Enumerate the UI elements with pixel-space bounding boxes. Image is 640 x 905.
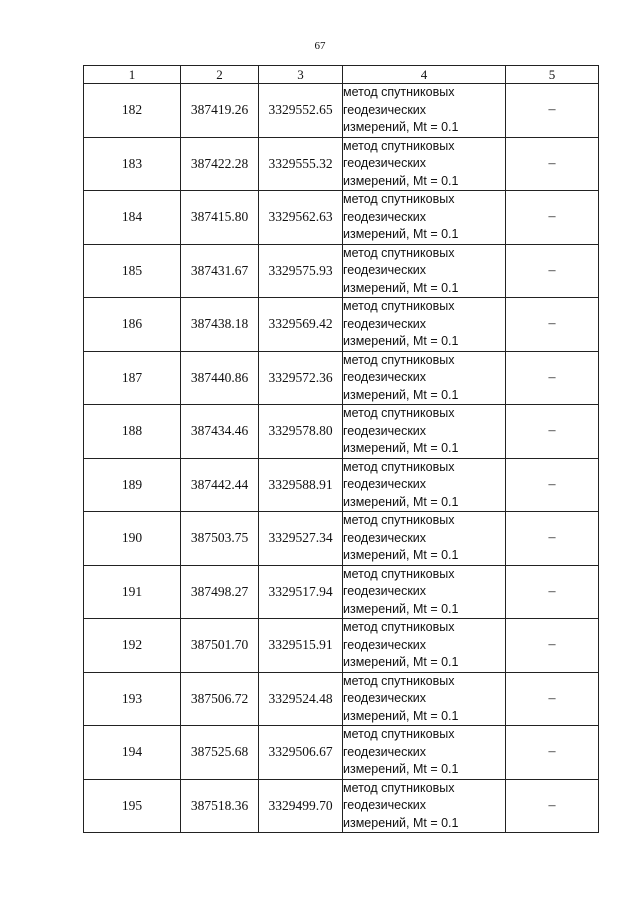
column-5-cell: –	[506, 512, 599, 566]
table-row	[84, 137, 599, 191]
method-text-line: измерений, Mt = 0.1	[343, 762, 459, 776]
method-cell	[343, 619, 506, 673]
method-text-line: метод спутниковых	[343, 138, 455, 153]
column-5-cell: –	[506, 726, 599, 780]
method-text-line: геодезических	[343, 316, 427, 331]
method-text-line: геодезических	[343, 637, 427, 652]
table-row	[84, 619, 599, 673]
column-5-cell: –	[506, 619, 599, 673]
table-body	[84, 84, 599, 833]
y-coordinate-cell: 3329572.36	[259, 351, 343, 405]
y-coordinate-cell: 3329506.67	[259, 726, 343, 780]
table-row	[84, 405, 599, 459]
y-coordinate-cell: 3329515.91	[259, 619, 343, 673]
y-coordinate-cell: 3329552.65	[259, 84, 343, 138]
x-coordinate-cell: 387415.80	[181, 191, 259, 245]
x-coordinate-cell: 387518.36	[181, 779, 259, 833]
table-row	[84, 512, 599, 566]
table-row	[84, 672, 599, 726]
column-header-2: 2	[181, 66, 259, 84]
method-text-line: метод спутниковых	[343, 85, 455, 99]
method-text-line: измерений, Mt = 0.1	[343, 655, 459, 669]
method-text-line: измерений, Mt = 0.1	[343, 227, 459, 241]
column-5-cell: –	[506, 137, 599, 191]
x-coordinate-cell: 387498.27	[181, 565, 259, 619]
point-number-cell: 189	[84, 458, 181, 512]
method-text-line: геодезических	[343, 691, 427, 705]
method-cell	[343, 191, 506, 245]
column-5-cell: –	[506, 84, 599, 138]
x-coordinate-cell: 387438.18	[181, 298, 259, 352]
column-5-cell: –	[506, 458, 599, 512]
point-number-cell: 183	[84, 137, 181, 191]
point-number-cell: 182	[84, 84, 181, 138]
method-text-line: измерений, Mt = 0.1	[343, 815, 459, 830]
method-cell	[343, 351, 506, 405]
method-cell	[343, 779, 506, 833]
table-row	[84, 565, 599, 619]
method-text-line: геодезических	[343, 477, 427, 491]
table-row	[84, 351, 599, 405]
method-text-line: метод спутниковых	[343, 513, 455, 527]
point-number-cell: 186	[84, 298, 181, 352]
y-coordinate-cell: 3329578.80	[259, 405, 343, 459]
method-text-line: метод спутниковых	[343, 406, 455, 420]
method-text-line: геодезических	[343, 530, 427, 545]
method-text-line: измерений, Mt = 0.1	[343, 334, 459, 348]
x-coordinate-cell: 387525.68	[181, 726, 259, 780]
table-row	[84, 458, 599, 512]
method-text-line: измерений, Mt = 0.1	[343, 494, 459, 509]
method-text-line: метод спутниковых	[343, 245, 455, 260]
point-number-cell: 184	[84, 191, 181, 245]
y-coordinate-cell: 3329527.34	[259, 512, 343, 566]
method-cell	[343, 405, 506, 459]
method-text-line: метод спутниковых	[343, 620, 455, 634]
column-header-1: 1	[84, 66, 181, 84]
x-coordinate-cell: 387506.72	[181, 672, 259, 726]
point-number-cell: 190	[84, 512, 181, 566]
column-5-cell: –	[506, 298, 599, 352]
method-text-line: метод спутниковых	[343, 192, 455, 206]
method-cell	[343, 244, 506, 298]
point-number-cell: 194	[84, 726, 181, 780]
x-coordinate-cell: 387434.46	[181, 405, 259, 459]
x-coordinate-cell: 387501.70	[181, 619, 259, 673]
y-coordinate-cell: 3329588.91	[259, 458, 343, 512]
column-5-cell: –	[506, 672, 599, 726]
method-text-line: геодезических	[343, 798, 427, 812]
column-5-cell: –	[506, 191, 599, 245]
method-text-line: метод спутниковых	[343, 352, 455, 367]
column-5-cell: –	[506, 405, 599, 459]
method-text-line: геодезических	[343, 156, 427, 170]
column-header-5: 5	[506, 66, 599, 84]
method-cell	[343, 672, 506, 726]
y-coordinate-cell: 3329569.42	[259, 298, 343, 352]
method-cell	[343, 512, 506, 566]
y-coordinate-cell: 3329517.94	[259, 565, 343, 619]
x-coordinate-cell: 387422.28	[181, 137, 259, 191]
method-text-line: метод спутниковых	[343, 780, 455, 795]
method-text-line: метод спутниковых	[343, 727, 455, 741]
point-number-cell: 195	[84, 779, 181, 833]
method-text-line: метод спутниковых	[343, 566, 455, 581]
column-5-cell: –	[506, 351, 599, 405]
x-coordinate-cell: 387431.67	[181, 244, 259, 298]
page-number: 67	[314, 40, 326, 52]
table-row	[84, 84, 599, 138]
method-text-line: геодезических	[343, 584, 427, 598]
method-text-line: геодезических	[343, 209, 427, 224]
point-number-cell: 185	[84, 244, 181, 298]
method-cell	[343, 137, 506, 191]
column-5-cell: –	[506, 779, 599, 833]
method-text-line: измерений, Mt = 0.1	[343, 387, 459, 402]
x-coordinate-cell: 387442.44	[181, 458, 259, 512]
method-text-line: геодезических	[343, 370, 427, 384]
table-row	[84, 191, 599, 245]
method-text-line: метод спутниковых	[343, 673, 455, 688]
point-number-cell: 187	[84, 351, 181, 405]
table-row	[84, 244, 599, 298]
coordinates-table	[83, 65, 599, 833]
point-number-cell: 191	[84, 565, 181, 619]
table-row	[84, 726, 599, 780]
x-coordinate-cell: 387419.26	[181, 84, 259, 138]
method-text-line: измерений, Mt = 0.1	[343, 601, 459, 616]
y-coordinate-cell: 3329575.93	[259, 244, 343, 298]
method-text-line: геодезических	[343, 263, 427, 277]
method-text-line: геодезических	[343, 744, 427, 759]
method-text-line: измерений, Mt = 0.1	[343, 173, 459, 188]
method-text-line: измерений, Mt = 0.1	[343, 708, 459, 723]
method-text-line: метод спутниковых	[343, 459, 455, 474]
method-cell	[343, 458, 506, 512]
table-row	[84, 779, 599, 833]
method-text-line: метод спутниковых	[343, 299, 455, 313]
column-header-4: 4	[343, 66, 506, 84]
y-coordinate-cell: 3329562.63	[259, 191, 343, 245]
method-cell	[343, 565, 506, 619]
point-number-cell: 193	[84, 672, 181, 726]
method-text-line: измерений, Mt = 0.1	[343, 280, 459, 295]
x-coordinate-cell: 387440.86	[181, 351, 259, 405]
table-header-row	[84, 66, 599, 84]
point-number-cell: 192	[84, 619, 181, 673]
column-5-cell: –	[506, 244, 599, 298]
y-coordinate-cell: 3329499.70	[259, 779, 343, 833]
method-text-line: измерений, Mt = 0.1	[343, 441, 459, 455]
method-cell	[343, 298, 506, 352]
y-coordinate-cell: 3329555.32	[259, 137, 343, 191]
point-number-cell: 188	[84, 405, 181, 459]
table-row	[84, 298, 599, 352]
column-5-cell: –	[506, 565, 599, 619]
method-cell	[343, 726, 506, 780]
method-text-line: геодезических	[343, 423, 427, 438]
method-cell	[343, 84, 506, 138]
y-coordinate-cell: 3329524.48	[259, 672, 343, 726]
x-coordinate-cell: 387503.75	[181, 512, 259, 566]
method-text-line: измерений, Mt = 0.1	[343, 548, 459, 562]
method-text-line: геодезических	[343, 102, 427, 117]
column-header-3: 3	[259, 66, 343, 84]
method-text-line: измерений, Mt = 0.1	[343, 120, 459, 134]
